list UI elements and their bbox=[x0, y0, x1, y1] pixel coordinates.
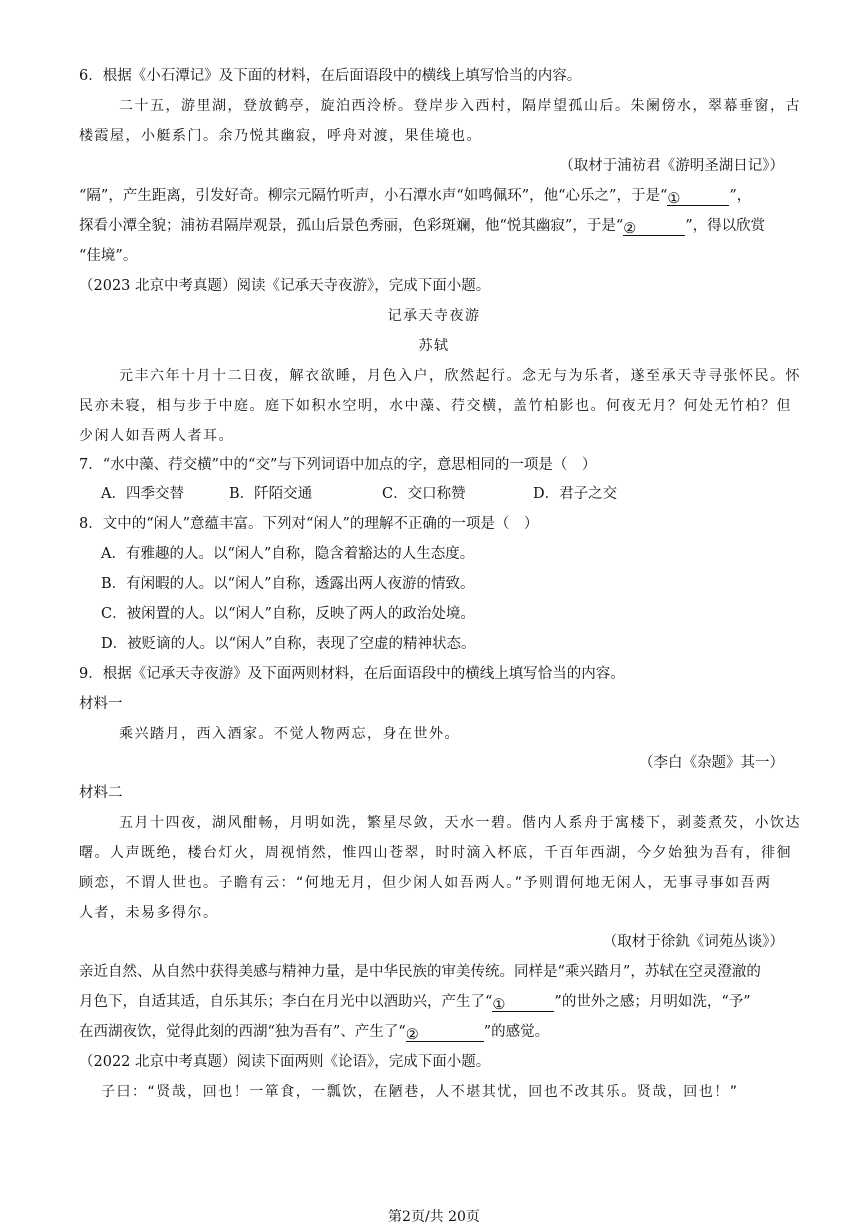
q6-material-line: 二十五，游里湖，登放鹤亭，旋泊西泠桥。登岸步入西村，隔岸望孤山后。朱阑傍水，翠幕垂窗，古 bbox=[119, 98, 801, 114]
material-2-line: 五月十四夜，湖风酣畅，月明如洗，繁星尽敛，天水一碧。偕内人系舟于寓楼下，剥菱煮芡，小饮达 bbox=[119, 815, 801, 831]
q9-paragraph-line: 在西湖夜饮，觉得此刻的西湖“独为吾有”、产生了“② ”的感觉。 bbox=[79, 1024, 550, 1043]
lunyu-line: 子曰：“贤哉，回也！一箪食，一瓢饮，在陋巷，人不堪其忧，回也不改其乐。贤哉，回也！” bbox=[101, 1084, 739, 1100]
material-2-line: 曙。人声既绝，楼台灯火，周视悄然，惟四山苍翠，时时滴入杯底，千百年西湖，今夕始独为吾有，徘徊 bbox=[79, 845, 792, 861]
material-1-label: 材料一 bbox=[79, 696, 123, 712]
poem-line: 民亦未寝，相与步于中庭。庭下如积水空明，水中藻、荇交横，盖竹柏影也。何夜无月？何处无竹柏？但 bbox=[79, 398, 792, 414]
q7-option-d[interactable]: D．君子之交 bbox=[533, 486, 618, 502]
q8-option-a[interactable]: A．有雅趣的人。以“闲人”自称，隐含着豁达的人生态度。 bbox=[101, 546, 475, 562]
question-9-stem: 9．根据《记承天寺夜游》及下面两则材料，在后面语段中的横线上填写恰当的内容。 bbox=[79, 666, 625, 682]
material-2-source: （取材于徐釚《词苑丛谈》） bbox=[602, 934, 784, 950]
poem-line: 元丰六年十月十二日夜，解衣欲睡，月色入户，欣然起行。念无与为乐者，遂至承天寺寻张怀民。怀 bbox=[119, 368, 801, 384]
question-7-stem: 7．“水中藻、荇交横”中的“交”与下列词语中加点的字，意思相同的一项是（ ） bbox=[79, 457, 597, 473]
q6-material-source: （取材于浦祊君《游明圣湖日记》） bbox=[559, 158, 784, 174]
question-8-stem: 8．文中的“闲人”意蕴丰富。下列对“闲人”的理解不正确的一项是（ ） bbox=[79, 516, 539, 532]
q7-option-c[interactable]: C．交口称赞 bbox=[382, 486, 466, 502]
q6-paragraph-line: “隔”，产生距离，引发好奇。柳宗元隔竹听声，小石潭水声“如鸣佩环”，他“心乐之”，于是“① ”， bbox=[79, 188, 752, 207]
material-2-line: 人者，未易多得尔。 bbox=[79, 905, 219, 921]
page-footer: 第2页/共 20页 bbox=[388, 1209, 480, 1225]
material-1-source: （李白《杂题》其一） bbox=[639, 755, 784, 771]
intro-2023: （2023 北京中考真题）阅读《记承天寺夜游》，完成下面小题。 bbox=[79, 278, 491, 294]
q8-option-d[interactable]: D．被贬谪的人。以“闲人”自称，表现了空虚的精神状态。 bbox=[101, 636, 476, 652]
q6-paragraph-line: “佳境”。 bbox=[79, 248, 138, 264]
poem-title: 记承天寺夜游 bbox=[387, 308, 481, 324]
material-2-label: 材料二 bbox=[79, 785, 123, 801]
intro-2022: （2022 北京中考真题）阅读下面两则《论语》，完成下面小题。 bbox=[79, 1054, 491, 1070]
answer-blank-1[interactable]: ① bbox=[492, 995, 554, 1012]
material-2-line: 顾恋，不谓人世也。子瞻有云：“何地无月，但少闲人如吾两人。”予则谓何地无闲人，无事寻事如吾两 bbox=[79, 875, 772, 891]
answer-blank-2[interactable]: ② bbox=[623, 219, 685, 236]
q6-paragraph-line: 探看小潭全貌；浦祊君隔岸观景，孤山后景色秀丽，色彩斑斓，他“悦其幽寂”，于是“② ”，得以欣赏 bbox=[79, 218, 766, 237]
q7-option-a[interactable]: A．四季交替 bbox=[101, 486, 184, 502]
answer-blank-2[interactable]: ② bbox=[406, 1025, 484, 1042]
q7-option-b[interactable]: B．阡陌交通 bbox=[229, 486, 313, 502]
poem-line: 少闲人如吾两人者耳。 bbox=[79, 428, 234, 444]
poem-author: 苏轼 bbox=[418, 338, 450, 354]
q8-option-c[interactable]: C．被闲置的人。以“闲人”自称，反映了两人的政治处境。 bbox=[101, 606, 475, 622]
q6-material-line: 楼霞屋，小艇系门。余乃悦其幽寂，呼舟对渡，果佳境也。 bbox=[79, 128, 482, 144]
q8-option-b[interactable]: B．有闲暇的人。以“闲人”自称，透露出两人夜游的情致。 bbox=[101, 576, 475, 592]
answer-blank-1[interactable]: ① bbox=[667, 189, 729, 206]
question-6-stem: 6．根据《小石潭记》及下面的材料，在后面语段中的横线上填写恰当的内容。 bbox=[79, 68, 582, 84]
q9-paragraph-line: 亲近自然、从自然中获得美感与精神力量，是中华民族的审美传统。同样是“乘兴踏月”，苏轼在空灵澄澈的 bbox=[79, 964, 761, 980]
q9-paragraph-line: 月色下，自适其适，自乐其乐；李白在月光中以酒助兴，产生了“① ”的世外之感；月明如洗，“予” bbox=[79, 994, 751, 1013]
material-1-text: 乘兴踏月，西入酒家。不觉人物两忘，身在世外。 bbox=[119, 726, 460, 742]
